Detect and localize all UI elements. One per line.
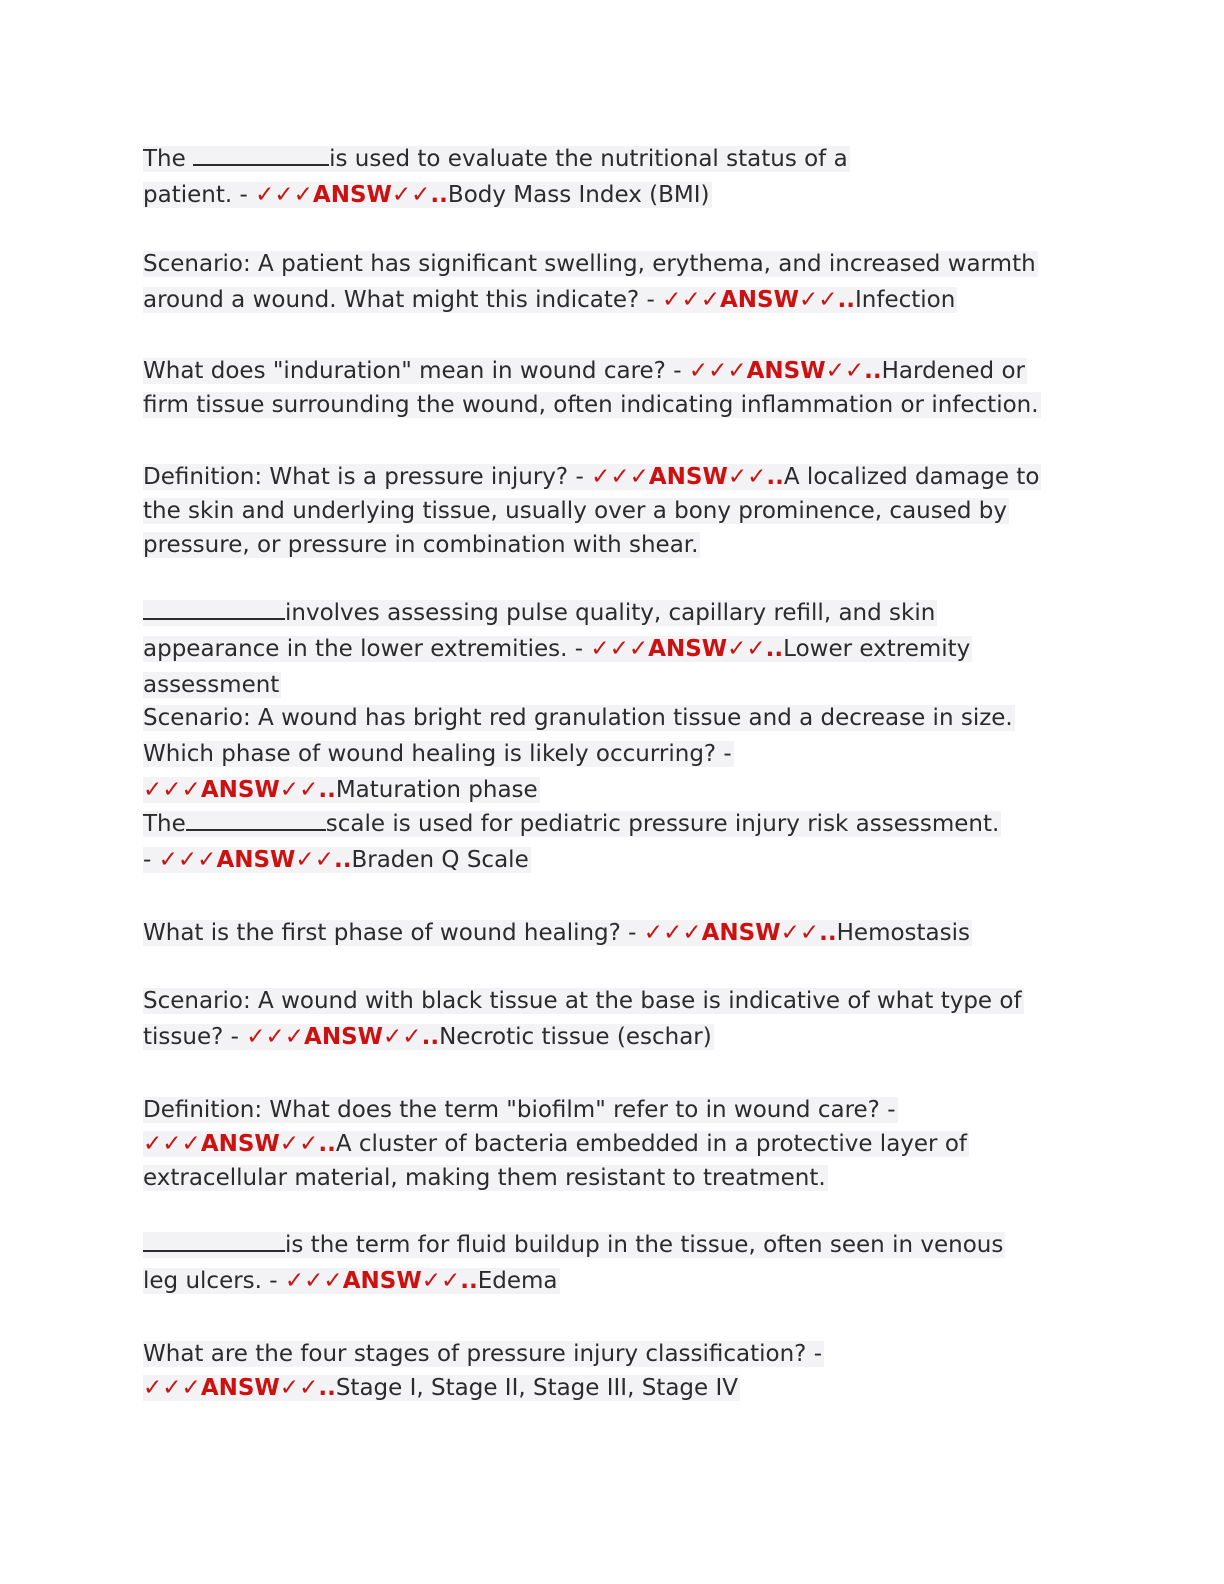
question-text: What does "induration" mean in wound care? - bbox=[143, 358, 689, 384]
question-text: Definition: What does the term "biofilm" refer to in wound care? - bbox=[143, 1097, 896, 1123]
answer-marker: ✓✓✓ANSW✓✓.. bbox=[284, 1268, 478, 1294]
question-text: The bbox=[143, 811, 186, 837]
answer-marker: ✓✓✓ANSW✓✓.. bbox=[591, 464, 784, 490]
answer-marker: ✓✓✓ANSW✓✓.. bbox=[143, 1375, 336, 1401]
answer-text: Maturation phase bbox=[335, 777, 538, 803]
answer-text: Infection bbox=[855, 287, 956, 313]
answer-marker: ✓✓✓ANSW✓✓.. bbox=[143, 777, 336, 803]
fill-in-blank bbox=[193, 142, 329, 166]
answer-text: Edema bbox=[477, 1268, 558, 1294]
answer-text: Necrotic tissue (eschar) bbox=[439, 1024, 712, 1050]
question-text: is used to evaluate the nutritional status of a patient. - bbox=[143, 146, 848, 208]
qa-item-2 bbox=[143, 246, 1078, 318]
answer-marker: ✓✓✓ANSW✓✓.. bbox=[590, 636, 784, 662]
question-text: involves assessing pulse quality, capillary refill, and skin appearance in the lower extremities. - bbox=[143, 600, 936, 662]
question-text: Definition: What is a pressure injury? - bbox=[143, 464, 592, 490]
fill-in-blank bbox=[186, 807, 326, 831]
answer-marker: ✓✓✓ANSW✓✓.. bbox=[662, 287, 855, 313]
qa-item-11 bbox=[143, 1227, 1013, 1299]
qa-item-9 bbox=[143, 983, 1073, 1055]
question-text: What are the four stages of pressure injury classification? - bbox=[143, 1341, 822, 1367]
qa-item-7 bbox=[143, 806, 1003, 878]
answer-text: Stage I, Stage II, Stage III, Stage IV bbox=[335, 1375, 739, 1401]
answer-marker: ✓✓✓ANSW✓✓.. bbox=[688, 358, 882, 384]
qa-item-5 bbox=[143, 595, 1078, 703]
qa-item-12 bbox=[143, 1337, 1073, 1405]
answer-text: A cluster of bacteria embedded in a protective layer of extracellular material, making them resistant to treatment. bbox=[143, 1131, 967, 1191]
question-text: is the term for fluid buildup in the tissue, often seen in venous leg ulcers. - bbox=[143, 1232, 1004, 1294]
fill-in-blank bbox=[143, 1228, 285, 1252]
fill-in-blank bbox=[143, 596, 285, 620]
question-text: Scenario: A wound with black tissue at the base is indicative of what type of tissue? - bbox=[143, 988, 1022, 1050]
answer-text: A localized damage to the skin and underlying tissue, usually over a bony prominence, caused by pressure, or pressure in combination with shear. bbox=[143, 464, 1040, 558]
qa-item-6 bbox=[143, 700, 1053, 808]
answer-marker: ✓✓✓ANSW✓✓.. bbox=[255, 182, 448, 208]
answer-text: Lower extremity assessment bbox=[143, 636, 971, 698]
answer-marker: ✓✓✓ANSW✓✓.. bbox=[643, 920, 837, 946]
question-text: What is the first phase of wound healing? - bbox=[143, 920, 644, 946]
qa-item-3 bbox=[143, 354, 1063, 422]
answer-marker: ✓✓✓ANSW✓✓.. bbox=[246, 1024, 440, 1050]
answer-marker: ✓✓✓ANSW✓✓.. bbox=[158, 847, 352, 873]
question-text: scale is used for pediatric pressure injury risk assessment. - bbox=[143, 811, 1000, 873]
qa-item-8 bbox=[143, 915, 1043, 951]
question-text: Scenario: A patient has significant swelling, erythema, and increased warmth around a wound. What might this indicate? - bbox=[143, 251, 1036, 313]
question-text: The bbox=[143, 146, 194, 172]
answer-text: Hemostasis bbox=[836, 920, 970, 946]
qa-item-1 bbox=[143, 141, 933, 213]
answer-marker: ✓✓✓ANSW✓✓.. bbox=[143, 1131, 336, 1157]
qa-item-4 bbox=[143, 460, 1073, 562]
answer-text: Braden Q Scale bbox=[351, 847, 529, 873]
question-text: Scenario: A wound has bright red granulation tissue and a decrease in size. Which phase of wound healing is likely occurring? - bbox=[143, 705, 1013, 767]
answer-text: Hardened or firm tissue surrounding the wound, often indicating inflammation or infection. bbox=[143, 358, 1039, 418]
qa-item-10 bbox=[143, 1093, 1068, 1195]
answer-text: Body Mass Index (BMI) bbox=[447, 182, 710, 208]
